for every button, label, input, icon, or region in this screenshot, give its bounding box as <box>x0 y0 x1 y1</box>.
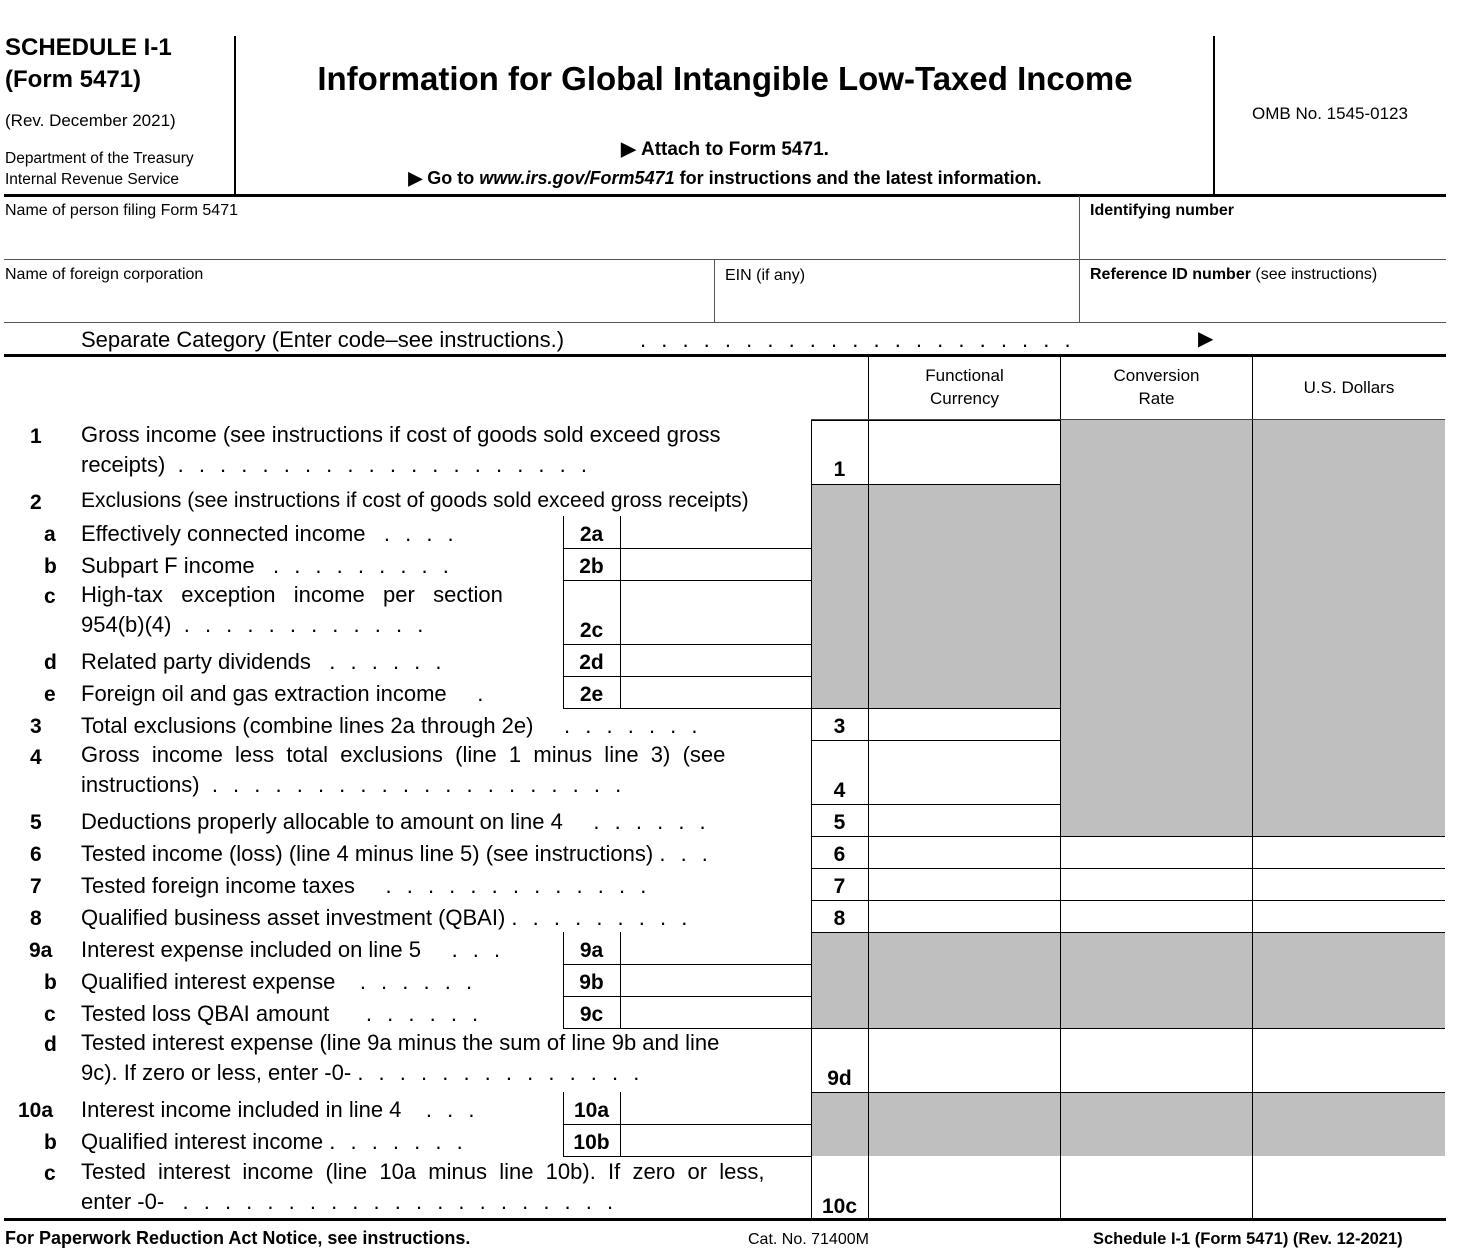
line-box-label: 4 <box>833 779 846 802</box>
line-7-conversion-rate-input[interactable] <box>1061 869 1252 900</box>
line-9b-input[interactable] <box>621 965 811 996</box>
line-10c-conversion-rate-input[interactable] <box>1061 1189 1252 1218</box>
line-box-label: 2a <box>579 523 604 546</box>
line-2d-input[interactable] <box>621 645 811 676</box>
line-number: 8 <box>30 907 42 930</box>
line-9a-input[interactable] <box>621 933 811 964</box>
line-number: 3 <box>30 715 42 738</box>
line-letter: b <box>44 971 57 994</box>
line-10b-input[interactable] <box>621 1125 811 1156</box>
grid-line <box>1060 420 1061 1218</box>
schedule-id: SCHEDULE I-1 <box>5 34 172 61</box>
line-2c-text-cont: 954(b)(4) . . . . . . . . . . . . <box>81 612 424 637</box>
separate-category-input[interactable] <box>1233 324 1445 354</box>
arrow-right-icon: ▶ <box>408 168 423 188</box>
line-2e-text: Foreign oil and gas extraction income . <box>81 681 484 706</box>
line-2e-input[interactable] <box>621 677 811 708</box>
line-letter: b <box>44 555 57 578</box>
line-box-label: 5 <box>833 811 846 834</box>
line-8-us-dollars-input[interactable] <box>1253 901 1445 932</box>
line-10c-text: Tested interest income (line 10a minus line 10b). If zero or less, <box>81 1159 765 1184</box>
attach-instruction: ▶ Attach to Form 5471. <box>621 139 829 160</box>
line-6-us-dollars-input[interactable] <box>1253 837 1445 868</box>
line-10a-input[interactable] <box>621 1093 811 1124</box>
form-number: (Form 5471) <box>5 66 142 93</box>
separate-category-label: Separate Category (Enter code–see instructions.) <box>81 327 565 352</box>
line-2a-text: Effectively connected income . . . . <box>81 521 454 546</box>
column-header-conversion-rate: Conversion Rate <box>1113 366 1200 408</box>
line-box-label: 2b <box>579 555 604 578</box>
line-5-functional-currency-input[interactable] <box>869 805 1060 836</box>
line-10b-text: Qualified interest income . . . . . . . <box>81 1129 463 1154</box>
line-box-label: 3 <box>833 715 846 738</box>
line-box-label: 10b <box>573 1131 610 1154</box>
line-8-functional-currency-input[interactable] <box>869 901 1060 932</box>
line-7-text: Tested foreign income taxes . . . . . . . . . . . . . <box>81 873 647 898</box>
line-number: 10a <box>18 1099 54 1122</box>
line-1-text: Gross income (see instructions if cost of goods sold exceed gross <box>81 422 721 447</box>
grid-line <box>811 420 1061 421</box>
grid-line <box>1252 420 1253 1218</box>
line-box-label: 10a <box>573 1099 610 1122</box>
line-10c-functional-currency-input[interactable] <box>869 1189 1060 1218</box>
grid-line <box>563 580 811 581</box>
form-title: Information for Global Intangible Low-Taxed Income <box>317 60 1133 97</box>
filer-name-label: Name of person filing Form 5471 <box>5 202 238 219</box>
reference-id-label: Reference ID number (see instructions) <box>1090 266 1378 283</box>
footer-rule <box>4 1218 1446 1221</box>
line-box-label: 10c <box>821 1195 858 1218</box>
line-number: 4 <box>30 746 42 769</box>
irs-link[interactable]: www.irs.gov/Form5471 <box>479 168 675 188</box>
grid-line <box>811 932 1445 933</box>
grid-line <box>811 1092 1445 1093</box>
line-10c-text-cont: enter -0- . . . . . . . . . . . . . . . . . . . . . <box>81 1189 614 1214</box>
identifying-number-label: Identifying number <box>1090 202 1234 219</box>
foreign-corp-input[interactable] <box>4 286 714 322</box>
line-9d-functional-currency-input[interactable] <box>869 1061 1060 1092</box>
revision-date: (Rev. December 2021) <box>5 111 176 130</box>
line-3-text: Total exclusions (combine lines 2a through 2e) . . . . . . . <box>81 713 698 738</box>
shaded-area <box>1061 420 1445 836</box>
line-9d-text-cont: 9c). If zero or less, enter -0- . . . . . . . . . . . . . . <box>81 1060 640 1085</box>
line-2c-text: High-tax exception income per section <box>81 582 503 607</box>
line-number: 7 <box>30 875 42 898</box>
line-4-text-cont: instructions) . . . . . . . . . . . . . . . . . . . . <box>81 772 622 797</box>
line-8-text: Qualified business asset investment (QBAI) . . . . . . . . . <box>81 905 688 930</box>
line-number: 6 <box>30 843 42 866</box>
line-2-text: Exclusions (see instructions if cost of goods sold exceed gross receipts) <box>81 489 749 512</box>
ein-label: EIN (if any) <box>725 267 806 284</box>
line-box-label: 9d <box>827 1067 852 1090</box>
line-9c-input[interactable] <box>621 997 811 1028</box>
line-letter: b <box>44 1131 57 1154</box>
line-box-label: 8 <box>833 907 846 930</box>
identifying-number-input[interactable] <box>1080 222 1445 259</box>
line-box-label: 1 <box>833 458 846 481</box>
line-2c-input[interactable] <box>621 613 811 644</box>
line-box-label: 7 <box>833 875 846 898</box>
grid-line <box>811 1028 1445 1029</box>
section-rule <box>4 354 1446 357</box>
line-letter: a <box>44 523 56 546</box>
line-number: 2 <box>30 491 42 514</box>
agency: Internal Revenue Service <box>5 171 180 188</box>
line-9b-text: Qualified interest expense . . . . . . <box>81 969 473 994</box>
arrow-right-icon: ▶ <box>621 139 636 160</box>
line-9d-conversion-rate-input[interactable] <box>1061 1061 1252 1092</box>
header-rule <box>4 194 1446 197</box>
line-2b-input[interactable] <box>621 549 811 580</box>
line-8-conversion-rate-input[interactable] <box>1061 901 1252 932</box>
line-7-us-dollars-input[interactable] <box>1253 869 1445 900</box>
line-letter: d <box>44 651 57 674</box>
goto-instruction: ▶ Go to www.irs.gov/Form5471 for instructions and the latest information. <box>408 168 1042 188</box>
line-letter: c <box>44 585 56 608</box>
form-identifier: Schedule I-1 (Form 5471) (Rev. 12-2021) <box>1093 1230 1403 1248</box>
column-header-functional-currency: Functional Currency <box>925 366 1004 408</box>
divider <box>4 259 1446 260</box>
divider <box>4 322 1446 323</box>
line-number: 9a <box>29 939 53 962</box>
line-number: 1 <box>30 425 42 448</box>
line-box-label: 9a <box>579 939 604 962</box>
line-letter: c <box>44 1162 56 1185</box>
line-7-functional-currency-input[interactable] <box>869 869 1060 900</box>
arrow-right-icon: ▶ <box>1198 328 1214 350</box>
department: Department of the Treasury <box>5 150 194 167</box>
line-box-label: 6 <box>833 843 846 866</box>
foreign-corp-label: Name of foreign corporation <box>5 266 204 283</box>
line-1-functional-currency-input[interactable] <box>869 452 1060 484</box>
line-10c-us-dollars-input[interactable] <box>1253 1189 1445 1218</box>
grid-line <box>563 1156 811 1157</box>
omb-number: OMB No. 1545-0123 <box>1252 104 1408 123</box>
grid-line <box>811 740 1061 741</box>
line-letter: e <box>44 683 56 706</box>
line-box-label: 2d <box>579 651 604 674</box>
filer-name-input[interactable] <box>4 222 1079 259</box>
shaded-area <box>811 932 1445 1028</box>
ein-input[interactable] <box>715 286 1079 322</box>
line-4-functional-currency-input[interactable] <box>869 773 1060 804</box>
grid-line <box>563 1028 811 1029</box>
line-number: 5 <box>30 811 42 834</box>
line-2a-input[interactable] <box>621 517 811 548</box>
line-6-text: Tested income (loss) (line 4 minus line 5) (see instructions) . . . <box>81 841 708 866</box>
shaded-area <box>811 1092 1445 1156</box>
line-9c-text: Tested loss QBAI amount . . . . . . <box>81 1001 479 1026</box>
line-5-text: Deductions properly allocable to amount on line 4 . . . . . . <box>81 809 706 834</box>
line-box-label: 9b <box>579 971 604 994</box>
line-3-functional-currency-input[interactable] <box>869 709 1060 740</box>
line-6-functional-currency-input[interactable] <box>869 837 1060 868</box>
line-box-label: 9c <box>579 1003 604 1026</box>
line-box-label: 2e <box>579 683 604 706</box>
line-10a-text: Interest income included in line 4 . . . <box>81 1097 475 1122</box>
line-letter: d <box>44 1033 57 1056</box>
line-letter: c <box>44 1003 56 1026</box>
grid-line <box>811 484 1061 485</box>
line-9d-text: Tested interest expense (line 9a minus the sum of line 9b and line <box>81 1030 720 1055</box>
line-2b-text: Subpart F income . . . . . . . . . <box>81 553 449 578</box>
line-9d-us-dollars-input[interactable] <box>1253 1061 1445 1092</box>
line-1-text-cont: receipts) . . . . . . . . . . . . . . . . . . . . <box>81 452 587 477</box>
grid-line <box>563 708 811 709</box>
leader-dots: . . . . . . . . . . . . . . . . . . . . . <box>640 327 1072 352</box>
reference-id-input[interactable] <box>1080 286 1445 322</box>
line-6-conversion-rate-input[interactable] <box>1061 837 1252 868</box>
line-4-text: Gross income less total exclusions (line 1 minus line 3) (see <box>81 742 726 767</box>
catalog-number: Cat. No. 71400M <box>748 1231 869 1248</box>
line-9a-text: Interest expense included on line 5 . . . <box>81 937 501 962</box>
shaded-area <box>811 485 1060 708</box>
column-header-us-dollars: U.S. Dollars <box>1303 378 1395 397</box>
paperwork-notice: For Paperwork Reduction Act Notice, see instructions. <box>5 1228 471 1248</box>
line-2d-text: Related party dividends . . . . . . <box>81 649 442 674</box>
line-box-label: 2c <box>579 619 604 642</box>
